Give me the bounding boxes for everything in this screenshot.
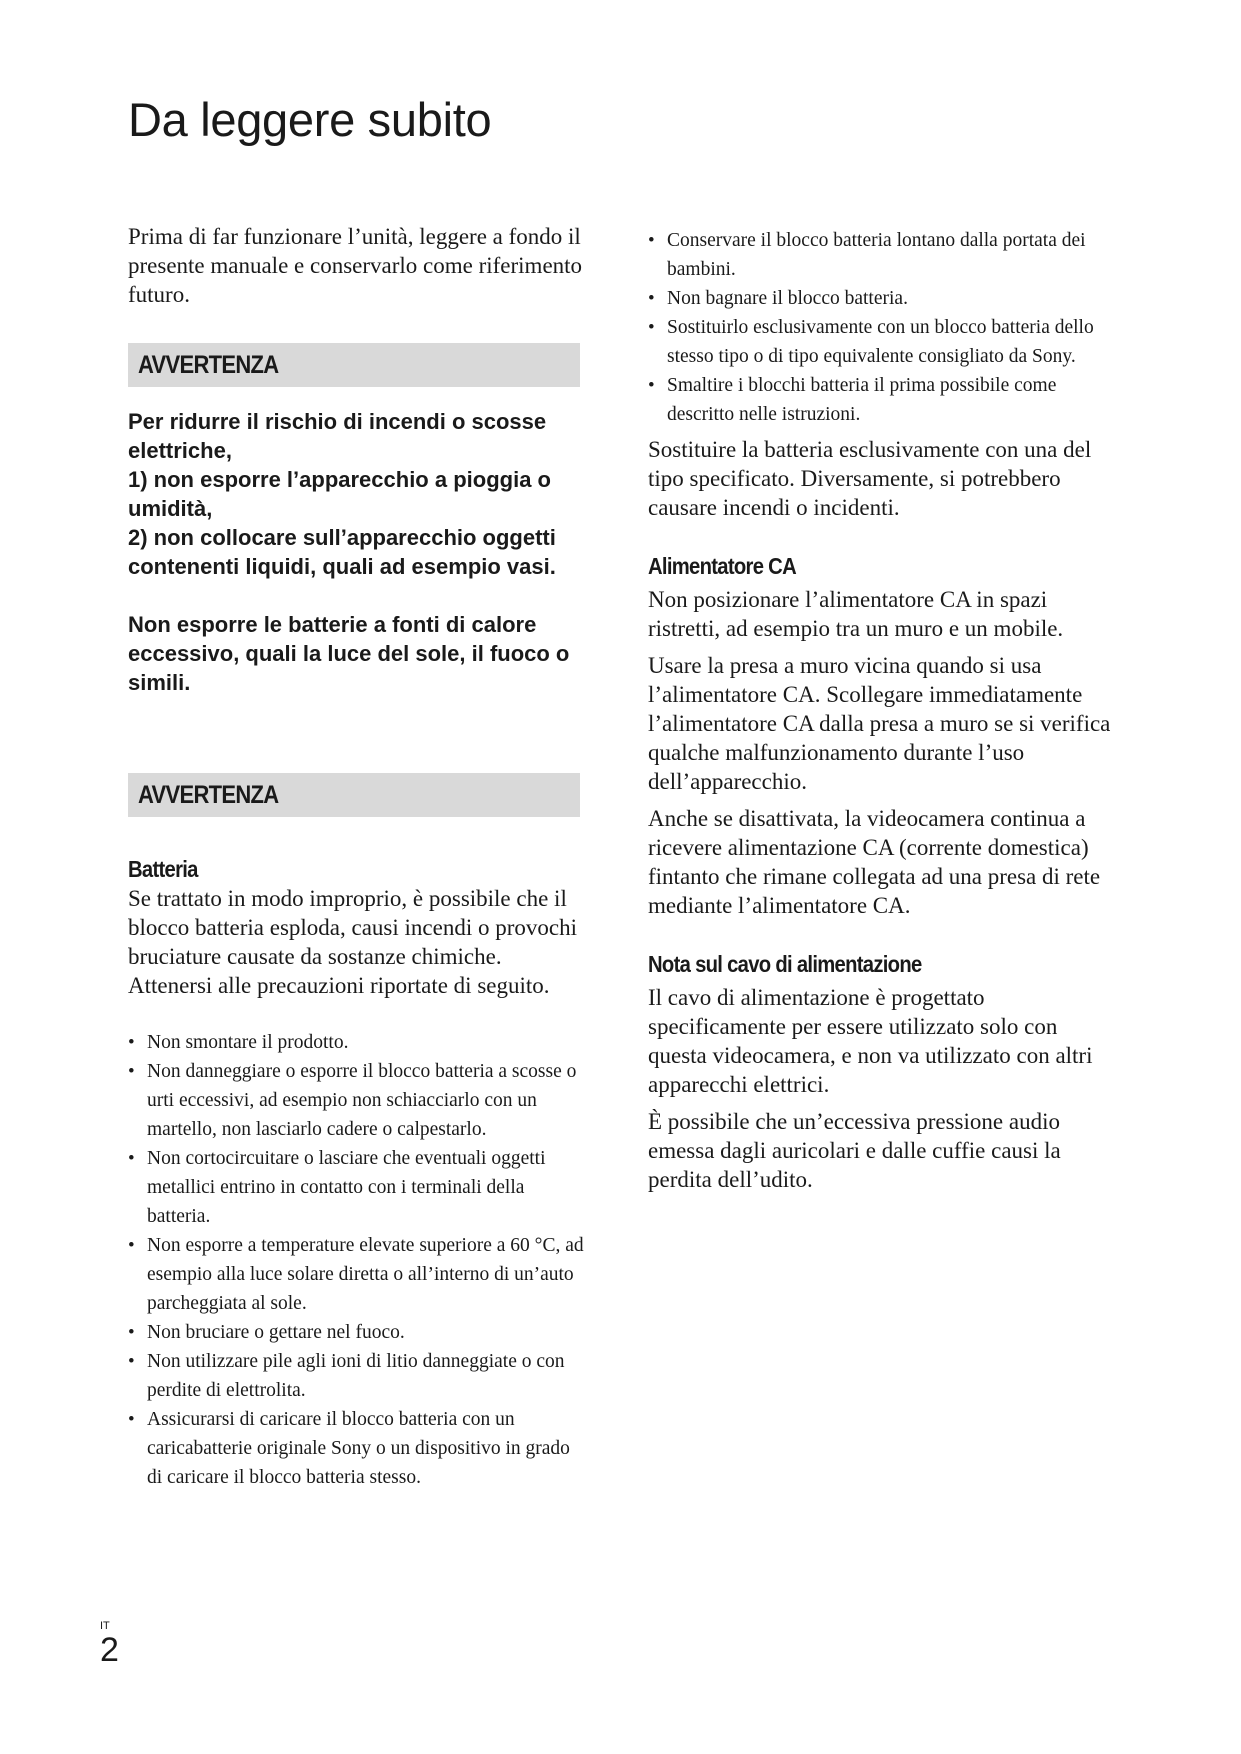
page-number-value: 2 (100, 1631, 119, 1669)
list-item: • Non smontare il prodotto. (128, 1028, 588, 1057)
right-column (648, 226, 1118, 1194)
battery-heading-text: Batteria (128, 856, 198, 882)
list-item: • Non cortocircuitare o lasciare che eventuali oggetti metallici entrino in contatto con i terminali della batteria. (128, 1144, 588, 1231)
list-item: • Sostituirlo esclusivamente con un blocco batteria dello stesso tipo o di tipo equivalente consigliato da Sony. (648, 313, 1118, 371)
power-cord-heading (648, 950, 1118, 979)
page-language-code: IT (100, 1620, 110, 1632)
warning-banner-1-label: AVVERTENZA (138, 350, 279, 379)
warning-banner-1 (128, 343, 580, 387)
power-cord-heading-text: Nota sul cavo di alimentazione (648, 951, 922, 977)
ac-adapter-paragraph-3: Anche se disattivata, la videocamera continua a ricevere alimentazione CA (corrente domestica) fintanto che rimane collegata ad una presa di rete mediante l’alimentatore CA. (648, 806, 1101, 918)
list-item: • Non danneggiare o esporre il blocco batteria a scosse o urti eccessivi, ad esempio non schiacciarlo con un martello, non lasciarlo cadere o calpestarlo. (128, 1057, 588, 1144)
ac-adapter-paragraph-2: Usare la presa a muro vicina quando si usa l’alimentatore CA. Scollegare immediatamente l’alimentatore CA dalla presa a muro se si verifica qualche malfunzionamento durante l’uso dell’apparecchio. (648, 653, 1111, 794)
intro-text: Prima di far funzionare l’unità, leggere a fondo il presente manuale e conservarlo come riferimento futuro. (128, 224, 583, 307)
list-item: • Assicurarsi di caricare il blocco batteria con un caricabatterie originale Sony o un dispositivo in grado di caricare il blocco batteria stesso. (128, 1405, 588, 1492)
page-number (100, 1620, 119, 1668)
ac-adapter-heading-text: Alimentatore CA (648, 553, 797, 579)
ac-adapter-paragraph-1: Non posizionare l’alimentatore CA in spazi ristretti, ad esempio tra un muro e un mobile. (648, 587, 1064, 641)
left-column (128, 222, 588, 1492)
page-title: Da leggere subito (128, 93, 492, 146)
list-item: • Non bagnare il blocco batteria. (648, 284, 1118, 313)
list-item: • Conservare il blocco batteria lontano dalla portata dei bambini. (648, 226, 1118, 284)
power-cord-paragraph-2: È possibile che un’eccessiva pressione audio emessa dagli auricolari e dalle cuffie causi la perdita dell’udito. (648, 1109, 1061, 1192)
list-item: • Smaltire i blocchi batteria il prima possibile come descritto nelle istruzioni. (648, 371, 1118, 429)
ac-adapter-heading (648, 552, 1118, 581)
list-item: • Non bruciare o gettare nel fuoco. (128, 1318, 588, 1347)
replace-battery-text: Sostituire la batteria esclusivamente con una del tipo specificato. Diversamente, si potrebbero causare incendi o incidenti. (648, 437, 1092, 520)
warning-banner-2 (128, 773, 580, 817)
list-item: • Non utilizzare pile agli ioni di litio danneggiate o con perdite di elettrolita. (128, 1347, 588, 1405)
battery-bullet-list (128, 1028, 588, 1492)
battery-bullet-list-continued (648, 226, 1118, 429)
warning-text-1: Per ridurre il rischio di incendi o scosse elettriche, 1) non esporre l’apparecchio a pioggia o umidità, 2) non collocare sull’apparecchio oggetti contenenti liquidi, quali ad esempio vasi. (128, 409, 556, 579)
battery-text: Se trattato in modo improprio, è possibile che il blocco batteria esploda, causi incendi o provochi bruciature causate da sostanze chimiche. Attenersi alle precauzioni riportate di seguito. (128, 886, 577, 998)
battery-heading (128, 855, 588, 884)
list-item: • Non esporre a temperature elevate superiore a 60 °C, ad esempio alla luce solare diretta o all’interno di un’auto parcheggiata al sole. (128, 1231, 588, 1318)
power-cord-paragraph-1: Il cavo di alimentazione è progettato specificamente per essere utilizzato solo con questa videocamera, e non va utilizzato con altri apparecchi elettrici. (648, 985, 1093, 1097)
warning-banner-2-label: AVVERTENZA (138, 780, 279, 809)
warning-text-2: Non esporre le batterie a fonti di calore eccessivo, quali la luce del sole, il fuoco o simili. (128, 612, 570, 695)
